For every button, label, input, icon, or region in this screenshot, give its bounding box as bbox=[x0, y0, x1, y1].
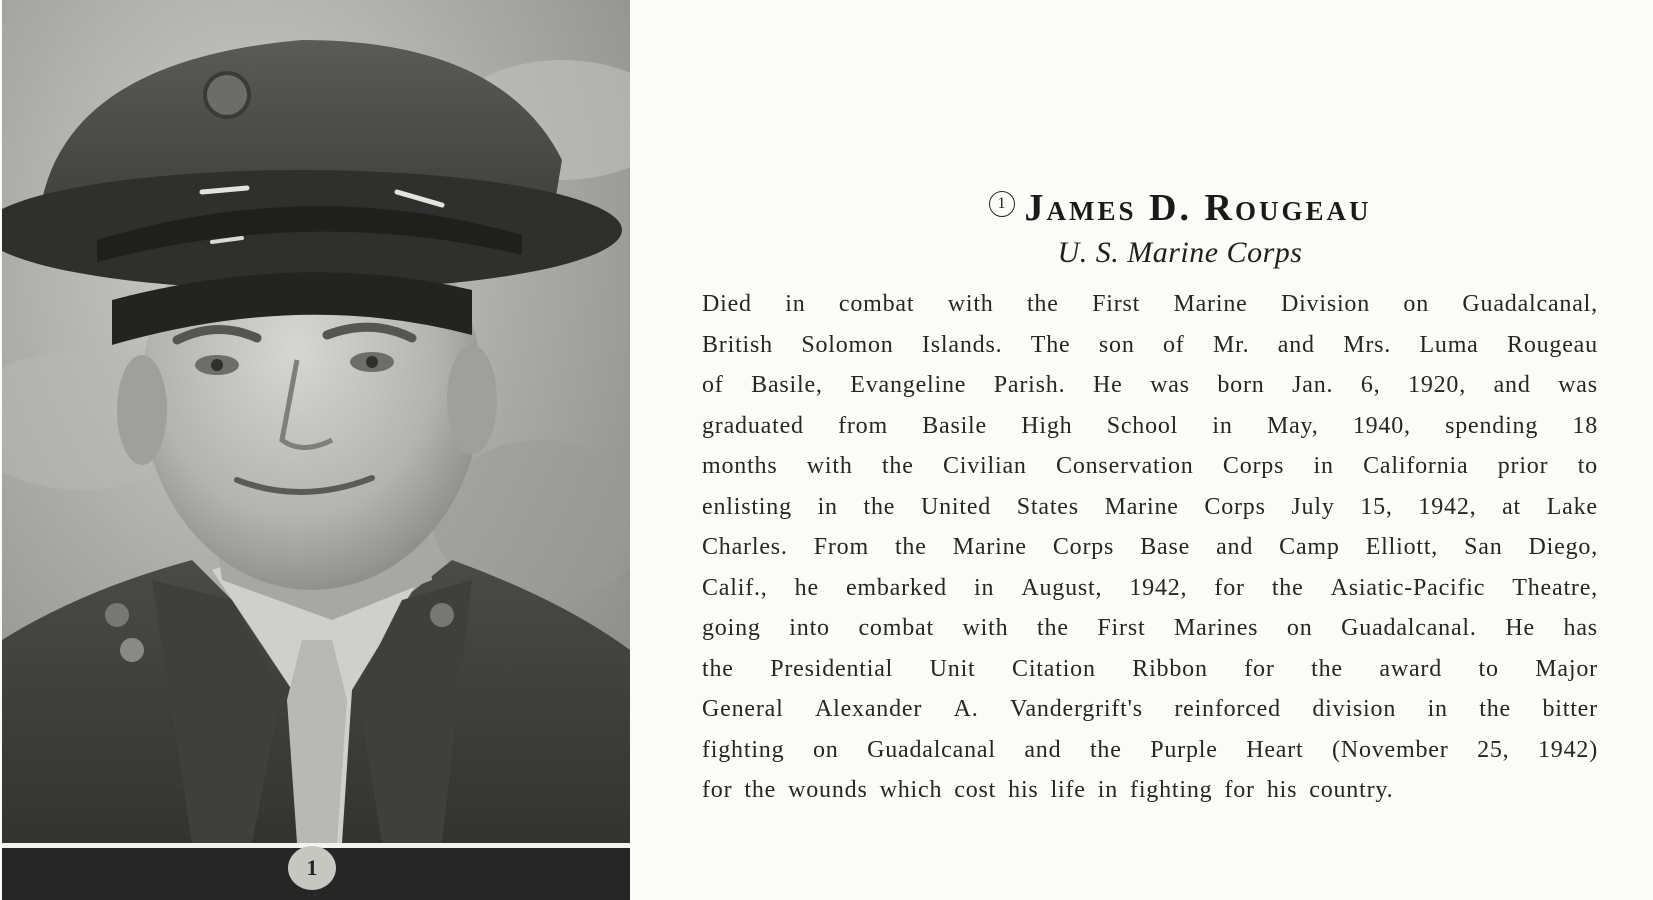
bio-line: going into combat with the First Marines on Guadalcanal. He has bbox=[702, 615, 1598, 641]
person-name: James D. Rougeau bbox=[1024, 187, 1372, 229]
bio-line: for the wounds which cost his life in fighting for his country. bbox=[702, 777, 1394, 803]
photo-number-badge: 1 bbox=[288, 846, 336, 890]
bio-line: the Presidential Unit Citation Ribbon for the award to Major bbox=[702, 655, 1598, 682]
bio-line: of Basile, Evangeline Parish. He was born Jan. 6, 1920, and was bbox=[702, 372, 1598, 398]
bio-header bbox=[762, 186, 1598, 270]
biography bbox=[702, 186, 1598, 811]
bio-line: General Alexander A. Vandergrift's reinforced division in the bitter bbox=[702, 696, 1598, 722]
biography-text bbox=[702, 284, 1598, 811]
bio-line: Died in combat with the First Marine Division on Guadalcanal, bbox=[702, 291, 1598, 317]
portrait-illustration bbox=[2, 0, 630, 843]
bio-line: graduated from Basile High School in May, 1940, spending 18 bbox=[702, 412, 1598, 439]
bio-line: fighting on Guadalcanal and the Purple Heart (November 25, 1942) bbox=[702, 736, 1598, 763]
entry-number-badge: 1 bbox=[989, 191, 1015, 217]
portrait-panel bbox=[0, 0, 632, 900]
bio-line: enlisting in the United States Marine Corps July 15, 1942, at Lake bbox=[702, 493, 1598, 520]
bio-line: British Solomon Islands. The son of Mr. and Mrs. Luma Rougeau bbox=[702, 331, 1598, 358]
service-branch: U. S. Marine Corps bbox=[1057, 236, 1303, 269]
name-line bbox=[989, 186, 1372, 230]
bio-line: Charles. From the Marine Corps Base and Camp Elliott, San Diego, bbox=[702, 534, 1598, 560]
portrait-photo bbox=[2, 0, 630, 843]
bio-line: Calif., he embarked in August, 1942, for the Asiatic-Pacific Theatre, bbox=[702, 574, 1598, 601]
bio-line: months with the Civilian Conservation Corps in California prior to bbox=[702, 453, 1598, 479]
